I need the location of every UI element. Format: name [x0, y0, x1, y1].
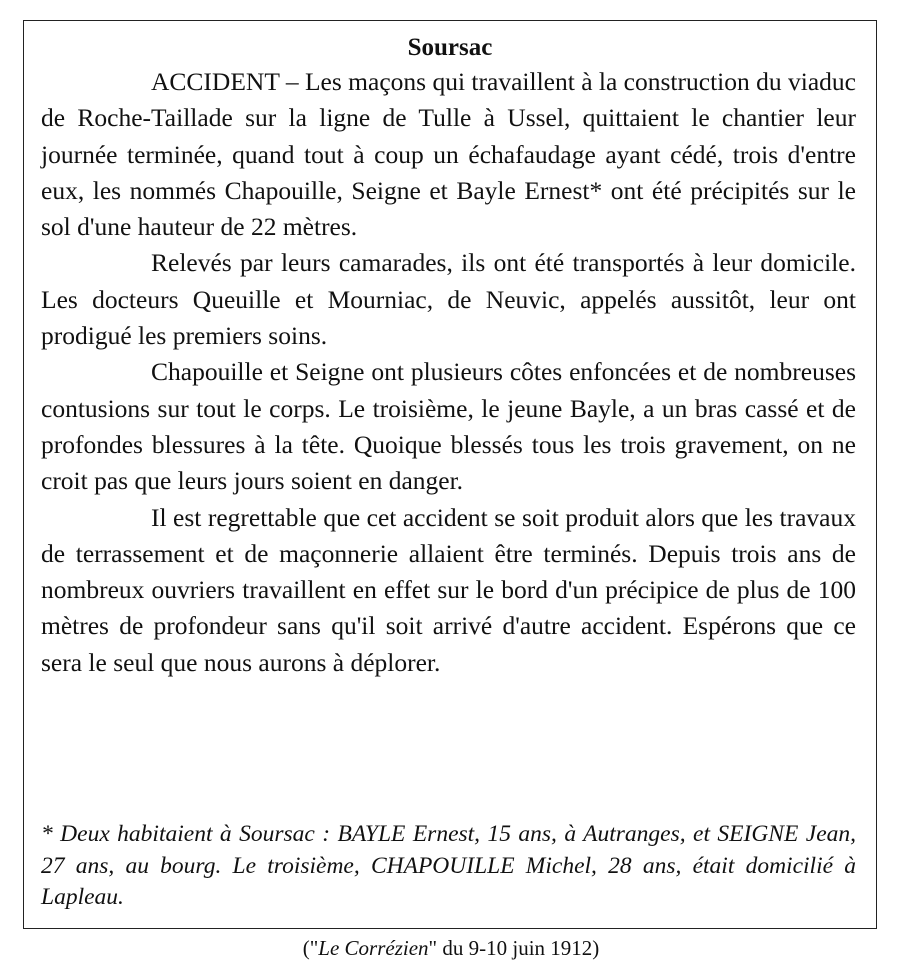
article-frame: [23, 20, 877, 929]
source-close: " du 9-10 juin 1912): [428, 936, 600, 960]
paragraph-injuries: Chapouille et Seigne ont plusieurs côtes enfoncées et de nombreuses contusions sur tout le corps. Le troisième, le jeune Bayle, a un bras cassé et de profondes blessures à la tête. Quoique blessés tous les trois gravement, on ne croit pas que leurs jours soient en danger.: [41, 357, 856, 496]
source-open: (": [302, 936, 319, 960]
paragraph-rescue: Relevés par leurs camarades, ils ont été transportés à leur domicile. Les docteurs Queuille et Mourniac, de Neuvic, appelés aussitôt, leur ont prodigué les premiers soins.: [41, 248, 856, 351]
article-body: [41, 64, 856, 681]
paragraph-accident: ACCIDENT – Les maçons qui travaillent à la construction du viaduc de Roche-Taillade sur la ligne de Tulle à Ussel, quittaient le chantier leur journée terminée, quand tout à coup un échafaudage ayant cédé, trois d'entre eux, les nommés Chapouille, Seigne et Bayle Ernest* ont été précipités sur le sol d'une hauteur de 22 mètres.: [41, 67, 856, 242]
paragraph-conclusion: Il est regrettable que cet accident se soit produit alors que les travaux de terrassement et de maçonnerie allaient être terminés. Depuis trois ans de nombreux ouvriers travaillent en effet sur le bord d'un précipice de plus de 100 mètres de profondeur sans qu'il soit arrivé d'autre accident. Espérons que ce sera le seul que nous aurons à déplorer.: [41, 502, 856, 677]
source-publication: Le Corrézien: [318, 936, 429, 960]
footnote: * Deux habitaient à Soursac : BAYLE Ernest, 15 ans, à Autranges, et SEIGNE Jean, 27 ans, au bourg. Le troisième, CHAPOUILLE Michel, 28 ans, était domicilié à Lapleau.: [41, 821, 856, 910]
article-title: Soursac: [407, 34, 493, 61]
source-citation: [0, 934, 902, 962]
